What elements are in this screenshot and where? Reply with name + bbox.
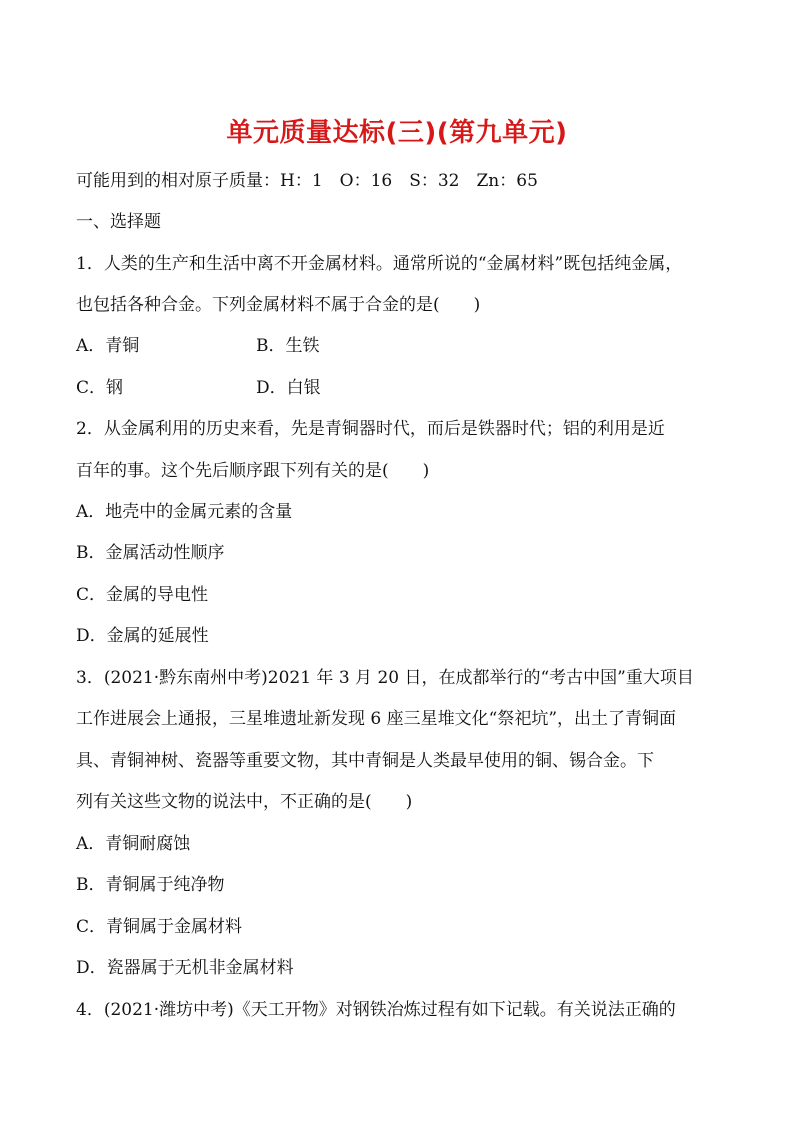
question-4-line-1: 4．(2021·潍坊中考)《天工开物》对钢铁冶炼过程有如下记载。有关说法正确的 [76,1000,676,1020]
question-1-option-b: B．生铁 [256,336,320,356]
atomic-masses-note: 可能用到的相对原子质量：H：1 O：16 S：32 Zn：65 [76,171,538,191]
question-2-option-c: C．金属的导电性 [76,585,209,605]
question-1-option-d: D．白银 [256,378,321,398]
question-3-option-d: D．瓷器属于无机非金属材料 [76,958,294,978]
question-2-option-d: D．金属的延展性 [76,626,209,646]
question-2-line-1: 2．从金属利用的历史来看，先是青铜器时代，而后是铁器时代；铝的利用是近 [76,419,665,439]
question-1-options-cd [76,375,321,401]
question-1-option-c: C．钢 [76,378,124,398]
question-1-option-a: A．青铜 [76,336,140,356]
question-2-option-a: A．地壳中的金属元素的含量 [76,502,293,522]
question-1-options-ab [76,333,320,359]
question-1-line-1: 1．人类的生产和生活中离不开金属材料。通常所说的“金属材料”既包括纯金属， [76,254,683,274]
question-3-option-a: A．青铜耐腐蚀 [76,834,191,854]
page-title: 单元质量达标(三)(第九单元) [226,118,568,148]
question-3-option-c: C．青铜属于金属材料 [76,917,243,937]
question-3-line-3: 具、青铜神树、瓷器等重要文物，其中青铜是人类最早使用的铜、锡合金。下 [76,751,654,771]
question-1-line-2: 也包括各种合金。下列金属材料不属于合金的是( ) [76,295,481,315]
question-3-line-1: 3．(2021·黔东南州中考)2021 年 3 月 20 日，在成都举行的“考古中国”重大项目 [76,668,694,688]
question-2-option-b: B．金属活动性顺序 [76,543,225,563]
question-2-line-2: 百年的事。这个先后顺序跟下列有关的是( ) [76,461,430,481]
question-3-line-4: 列有关这些文物的说法中，不正确的是( ) [76,792,413,812]
section-heading: 一、选择题 [76,212,161,232]
question-3-line-2: 工作进展会上通报，三星堆遗址新发现 6 座三星堆文化“祭祀坑”，出土了青铜面 [76,709,677,729]
question-3-option-b: B．青铜属于纯净物 [76,875,225,895]
